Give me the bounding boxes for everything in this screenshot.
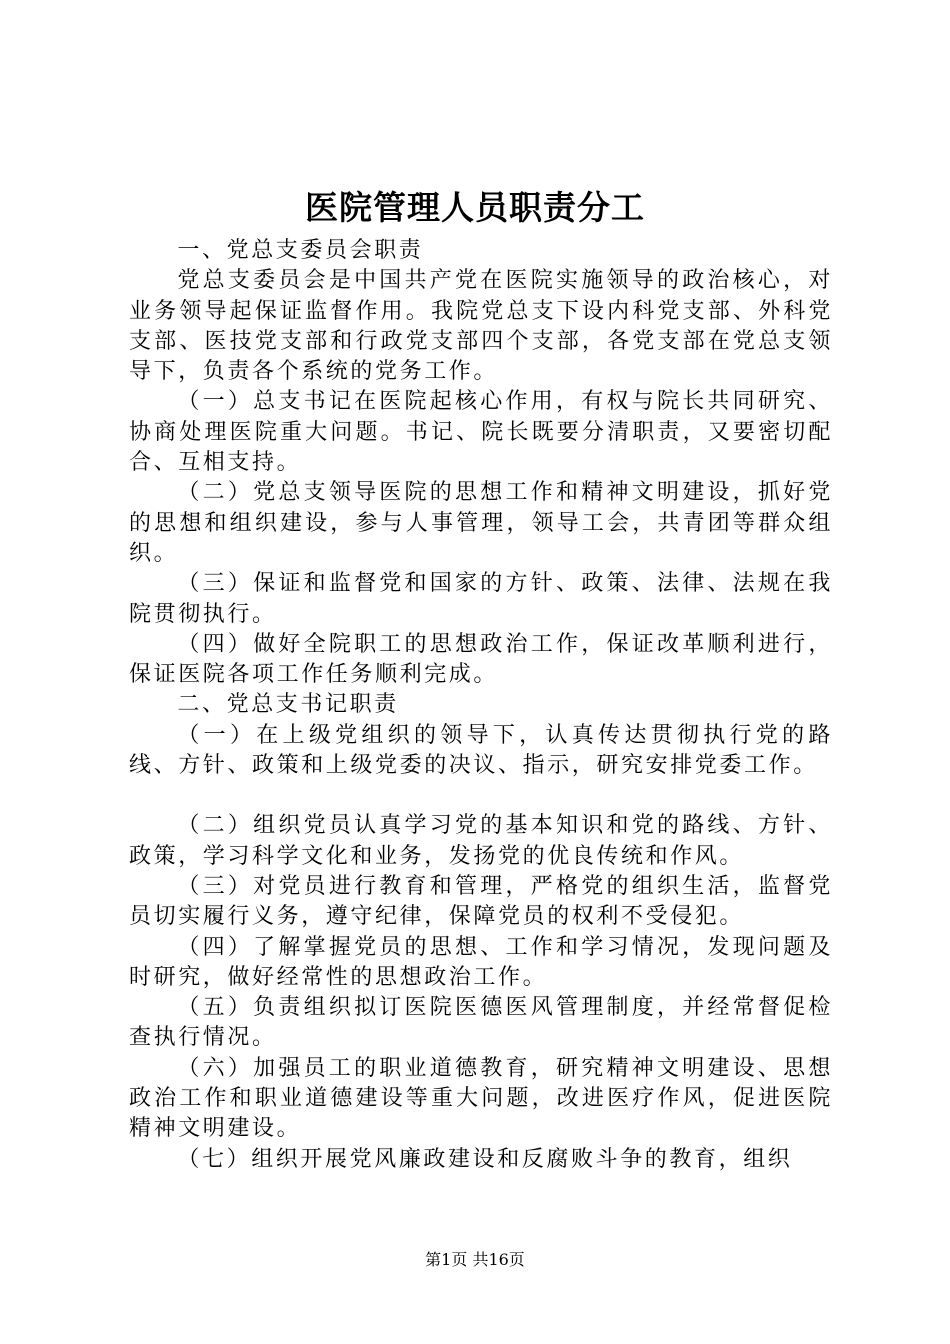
section-heading: 二、党总支书记职责	[177, 692, 399, 718]
paragraph: （一）总支书记在医院起核心作用，有权与院长共同研究、协商处理医院重大问题。书记、院长既要分清职责，又要密切配合、互相支持。	[129, 389, 833, 476]
paragraph: （一）在上级党组织的领导下，认真传达贯彻执行党的路线、方针、政策和上级党委的决议、指示，研究安排党委工作。	[129, 722, 833, 779]
paragraph: （二）组织党员认真学习党的基本知识和党的路线、方针、政策，学习科学文化和业务，发扬党的优良传统和作风。	[129, 813, 833, 869]
paragraph: （三）对党员进行教育和管理，严格党的组织生活，监督党员切实履行义务，遵守纪律，保障党员的权利不受侵犯。	[129, 873, 833, 930]
paragraph: （三）保证和监督党和国家的方针、政策、法律、法规在我院贯彻执行。	[129, 571, 833, 627]
paragraph: （四）做好全院职工的思想政治工作，保证改革顺利进行，保证医院各项工作任务顺利完成。	[129, 631, 833, 688]
paragraph: （六）加强员工的职业道德教育，研究精神文明建设、思想政治工作和职业道德建设等重大问题，改进医疗作风，促进医院精神文明建设。	[129, 1055, 833, 1142]
paragraph: （四）了解掌握党员的思想、工作和学习情况，发现问题及时研究，做好经常性的思想政治工作。	[129, 934, 833, 990]
paragraph: （五）负责组织拟订医院医德医风管理制度，并经常督促检查执行情况。	[129, 995, 833, 1051]
section-heading: 一、党总支委员会职责	[177, 238, 424, 263]
paragraph: （二）党总支领导医院的思想工作和精神文明建设，抓好党的思想和组织建设，参与人事管理，领导工会，共青团等群众组织。	[129, 480, 833, 566]
document-body	[129, 236, 833, 1175]
paragraph: （七）组织开展党风廉政建设和反腐败斗争的教育，组织	[177, 1146, 793, 1172]
page-footer: 第1页 共16页	[425, 1250, 525, 1269]
document-title: 医院管理人员职责分工	[305, 188, 645, 227]
blank-line	[129, 781, 833, 811]
paragraph: 党总支委员会是中国共产党在医院实施领导的政治核心，对业务领导起保证监督作用。我院党总支下设内科党支部、外科党支部、医技党支部和行政党支部四个支部，各党支部在党总支领导下，负责各个系统的党务工作。	[129, 268, 833, 385]
